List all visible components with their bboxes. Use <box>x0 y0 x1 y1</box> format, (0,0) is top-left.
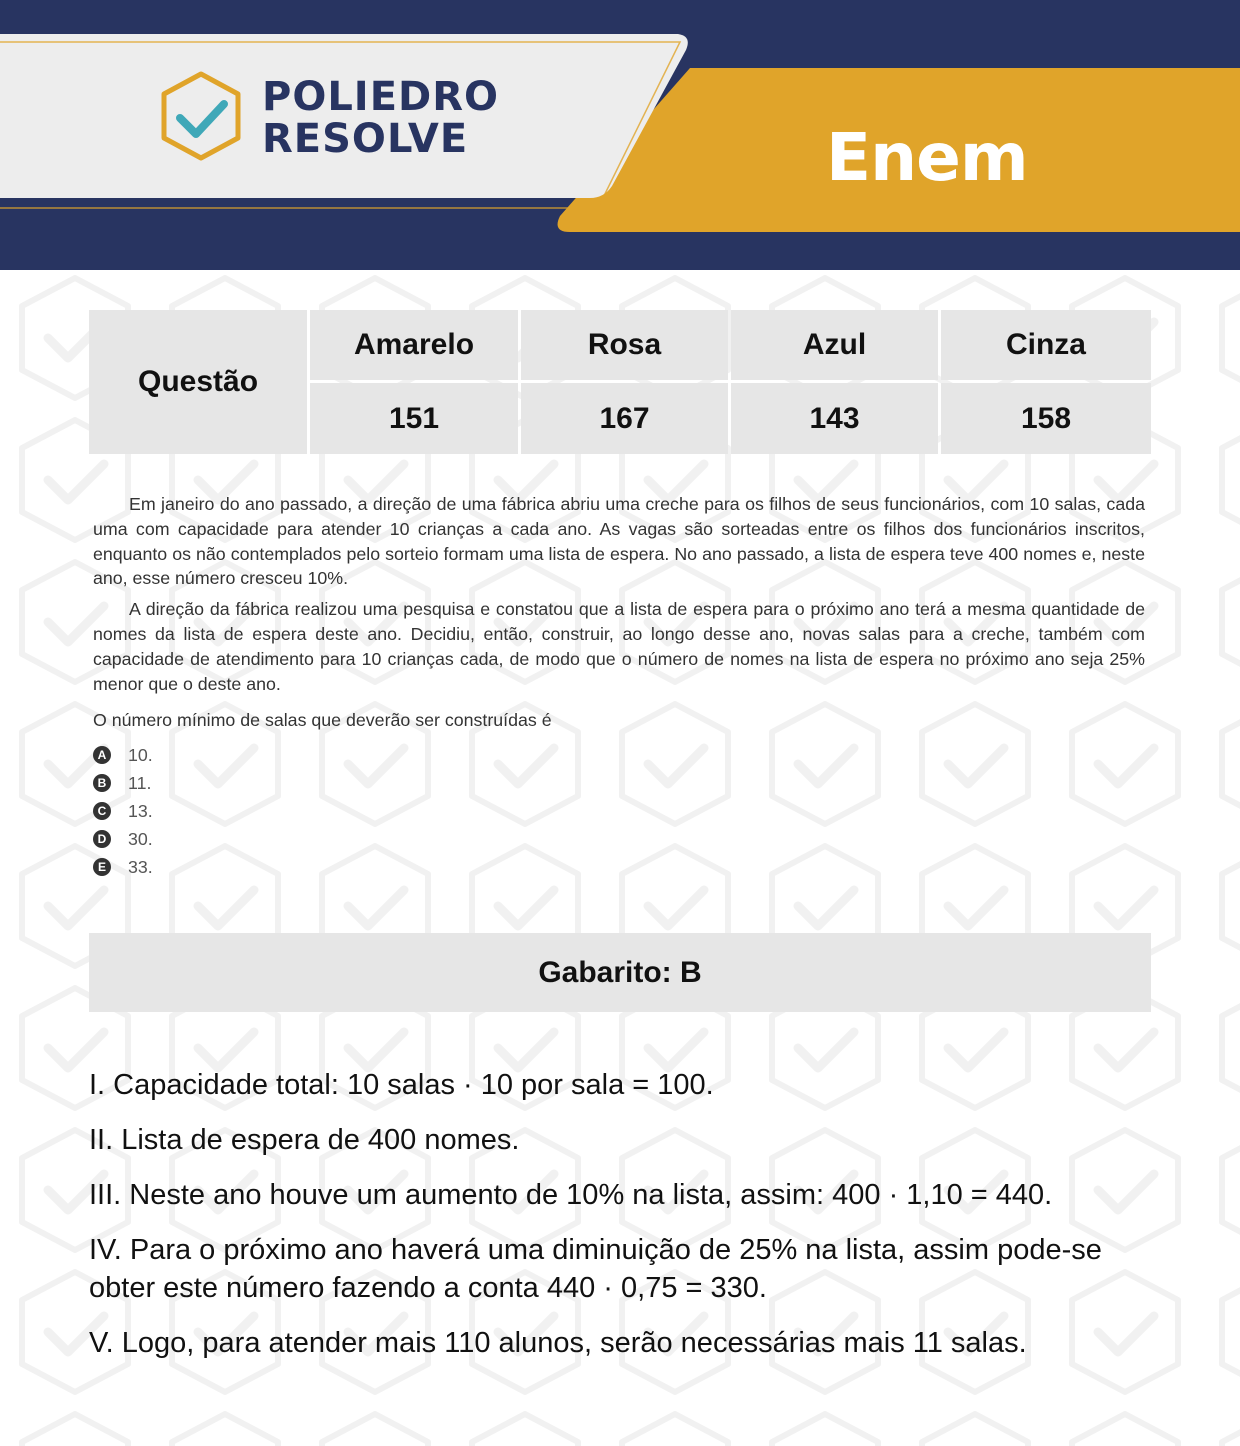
alternative-value: 13. <box>128 800 153 821</box>
question-number-amarelo: 151 <box>310 383 518 454</box>
answer-key-banner: Gabarito: B <box>89 933 1151 1012</box>
resolution-step-4: IV. Para o próximo ano haverá uma diminuição de 25% na lista, assim pode-se obter este número fazendo a conta 440 · 0,75 = 330. <box>89 1234 1102 1304</box>
alternative-b <box>93 769 1145 797</box>
resolution-step-5: V. Logo, para atender mais 110 alunos, serão necessárias mais 11 salas. <box>89 1327 1027 1359</box>
brand-line-1: POLIEDRO <box>262 74 500 120</box>
poliedro-check-logo-icon <box>158 70 244 162</box>
resolution-step-2: II. Lista de espera de 400 nomes. <box>89 1124 520 1156</box>
alternative-value: 30. <box>128 828 153 849</box>
alternative-a <box>93 741 1145 769</box>
column-header-cinza: Cinza <box>941 310 1151 380</box>
brand-name <box>262 76 499 160</box>
column-header-amarelo: Amarelo <box>310 310 518 380</box>
alternative-letter-icon: C <box>93 802 111 820</box>
resolution-step-1: I. Capacidade total: 10 salas · 10 por sala = 100. <box>89 1069 714 1101</box>
alternative-letter-icon: A <box>93 746 111 764</box>
alternative-letter-icon: D <box>93 830 111 848</box>
column-header-azul: Azul <box>731 310 938 380</box>
question-number-azul: 143 <box>731 383 938 454</box>
question-paragraph: A direção da fábrica realizou uma pesquisa e constatou que a lista de espera para o próximo ano terá a mesma quantidade de nomes da lista de espera deste ano. Decidiu, então, construir, ao longo desse ano, novas salas para a creche, também com capacidade de atendimento para 10 crianças cada, de modo que o número de nomes na lista de espera no próximo ano seja 25% menor que o deste ano. <box>93 599 1145 694</box>
alternatives-list <box>93 741 1145 881</box>
column-header-rosa: Rosa <box>521 310 728 380</box>
question-statement <box>93 492 1145 881</box>
alternative-d <box>93 825 1145 853</box>
exam-title: Enem <box>826 119 1028 196</box>
header-banner <box>0 0 1240 270</box>
question-number-rosa: 167 <box>521 383 728 454</box>
alternative-e <box>93 853 1145 881</box>
alternative-value: 10. <box>128 744 153 765</box>
alternative-c <box>93 797 1145 825</box>
alternative-letter-icon: E <box>93 858 111 876</box>
question-prompt: O número mínimo de salas que deverão ser construídas é <box>93 710 552 731</box>
brand-line-2: RESOLVE <box>262 116 469 162</box>
table-row-header: Questão <box>89 310 307 454</box>
alternative-letter-icon: B <box>93 774 111 792</box>
resolution-step-3: III. Neste ano houve um aumento de 10% na lista, assim: 400 · 1,10 = 440. <box>89 1179 1053 1211</box>
resolution-steps <box>89 1066 1154 1379</box>
question-number-table <box>89 310 1151 454</box>
question-number-cinza: 158 <box>941 383 1151 454</box>
alternative-value: 33. <box>128 856 153 877</box>
question-paragraph: Em janeiro do ano passado, a direção de uma fábrica abriu uma creche para os filhos de seus funcionários, com 10 salas, cada uma com capacidade para atender 10 crianças a cada ano. As vagas são sorteadas entre os filhos dos funcionários inscritos, enquanto os não contemplados pelo sorteio formam uma lista de espera. No ano passado, a lista de espera teve 400 nomes e, neste ano, esse número cresceu 10%. <box>93 494 1145 589</box>
alternative-value: 11. <box>128 772 152 793</box>
